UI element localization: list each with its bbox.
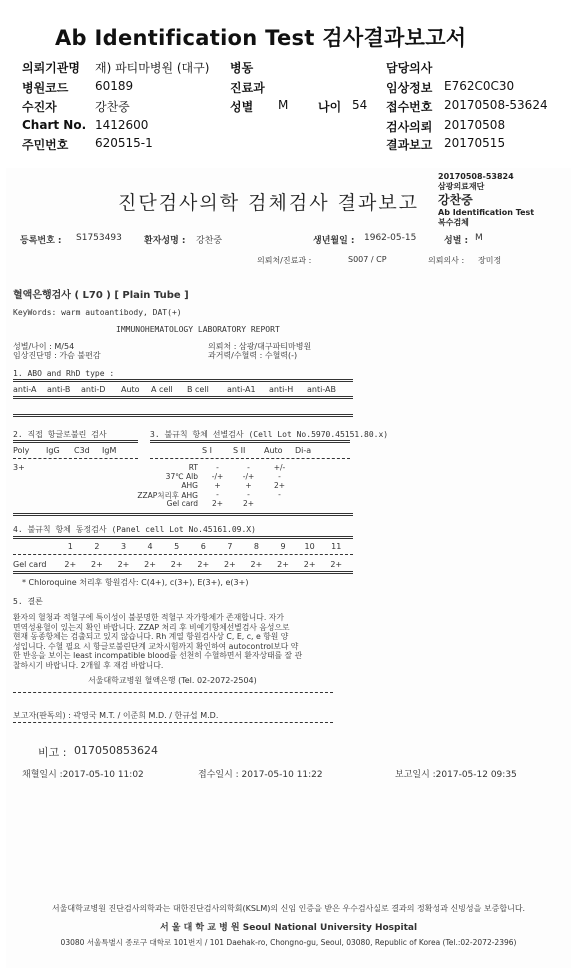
header-value-request-date: 20170508 [444,118,506,132]
page-title: Ab Identification Test 검사결과보고서 [55,26,467,50]
screen-row-value: - [278,490,281,499]
screen-header-cell: Auto [264,446,283,455]
history: 과거력/수혈력 : 수혈력(-) [208,351,298,360]
panel-cell-number: 9 [280,542,286,551]
doctor-value: 장미정 [478,256,502,265]
panel-cell-number: 11 [331,542,342,551]
screen-row-value: + [214,481,221,490]
header-value-resident-no: 620515-1 [95,136,153,150]
report-sex-label: 성별 : [444,236,469,246]
conclusion-line: 성입니다. 수혈 필요 시 항글로불린단계 교차시험까지 확인하여 autocontrol보다 약 [13,641,299,651]
header-label-report-date: 결과보고 [386,138,433,152]
chloroquine-note: * Chloroquine 처리후 항원검사: C(4+), c(3+), E(3+), e(3+) [22,578,249,587]
reg-label: 등록번호 : [20,236,62,246]
abo-header-cell: A cell [151,385,173,394]
footer-hospital: 서 울 대 학 교 병 원 Seoul National University Hospital [159,923,418,933]
screen-row [118,463,326,472]
panel-cell-number: 7 [227,542,233,551]
screen-row-value [295,481,326,490]
screen-row-value: - [216,490,219,499]
dob-label: 생년월일 : [313,236,355,246]
divider [13,379,353,382]
screen-header-cell: Di-a [295,446,312,455]
screen-row-value [295,472,326,481]
header-value-hospital-code: 60189 [95,79,134,93]
dat-header-cell: C3d [74,446,90,455]
header-value-age: 54 [352,98,368,112]
panel-value: 2+ [277,560,289,569]
divider [13,554,353,555]
abo-header-row [13,385,347,394]
panel-value: 2+ [330,560,343,569]
screen-row-value: - [247,490,250,499]
screen-row-label: 37℃ Alb [165,472,198,481]
panel-cell-number: 8 [253,542,259,551]
panel-cell-number: 10 [304,542,315,551]
panel-cell-number: 1 [67,542,73,551]
header-value-patient: 강찬중 [95,100,130,114]
panel-value: 2+ [197,560,210,569]
dat-header-cell: IgG [46,446,60,455]
dat-header-cell: Poly [13,446,30,455]
screen-row [118,472,326,481]
panel-value: 2+ [144,560,156,569]
spacer [150,446,202,455]
header-label-doctor: 담당의사 [386,61,433,75]
abo-header-cell: anti-A1 [227,385,256,394]
header-label-ward: 병동 [230,61,254,75]
received-time: 접수일시 : 2017-05-10 11:22 [198,770,323,780]
diagnosis: 임상진단명 : 가슴 불편감 [13,351,101,360]
header-label-chart-no: Chart No. [22,118,87,132]
keywords: KeyWords: warm autoantibody, DAT(+) [13,308,182,317]
divider [150,458,350,459]
panel-row-label: Gel card [13,560,47,569]
screen-row-label: ZZAP처리후 AHG [137,491,198,500]
divider [150,440,350,443]
dept-label: 의뢰처/진료과 : [257,256,312,265]
divider [13,722,333,723]
header-value-clinical-info: E762C0C30 [444,79,515,93]
header-label-dept: 진료과 [230,81,265,95]
header-label-age: 나이 [318,100,342,114]
section-dat: 2. 직접 항글로불린 검사 [13,430,107,439]
screen-row-value: -/+ [242,472,255,481]
screen-row-value: - [278,472,281,481]
divider [13,396,353,399]
conclusion-line: 면역성용혈이 있는지 확인 바랍니다. ZZAP 처리 후 비예기항체선별검사 음성으로 [13,622,290,632]
report-sex-value: M [475,233,483,243]
reg-value: S1753493 [76,233,122,243]
report-title: 진단검사의학 검체검사 결과보고 [118,192,420,214]
screen-row-value: 2+ [273,481,286,490]
footer-accreditation: 서울대학교병원 진단검사의학과는 대한진단검사의학회(KSLM)의 신임 인증을 받은 우수검사실로 결과의 정확성과 신빙성을 보증합니다. [51,904,526,913]
header-label-patient: 수진자 [22,100,57,114]
dat-value-row [13,463,132,472]
note-label: 비고 : [38,746,67,759]
header-label-request-date: 검사의뢰 [386,120,433,134]
header-label-clinical-info: 임상정보 [386,81,433,95]
panel-cell-number: 5 [174,542,180,551]
dat-header-cell: IgM [102,446,117,455]
spacer [13,542,57,551]
header-value-sex: M [278,98,289,112]
header-value-institution: 재) 파티마병원 (대구) [95,61,210,75]
abo-header-cell: Auto [121,385,140,394]
header-label-resident-no: 주민번호 [22,138,69,152]
panel-value: 2+ [303,560,316,569]
dat-header-row [13,446,132,455]
footer-address: 03080 서울특별시 종로구 대학로 101번지 / 101 Daehak-ro, Chongno-gu, Seoul, 03080, Republic of Korea (Tel.:02-2072-2396) [60,938,517,947]
dat-value-cell [74,463,102,472]
conclusion-line: 현재 동종항체는 검출되고 있지 않습니다. Rh 계열 항원검사상 C, E, c, e 항원 양 [13,632,289,641]
panel-cell-number: 2 [94,542,100,551]
screen-row-value: -/+ [211,472,224,481]
header-value-report-date: 20170515 [444,136,506,150]
abo-header-cell: anti-D [81,385,106,394]
divider [13,513,353,516]
screen-row-value: - [247,463,250,472]
screen-row-value: 2+ [211,499,224,508]
doctor-label: 의뢰의사 : [428,256,465,265]
abo-header-cell: anti-B [47,385,71,394]
section-screen: 3. 불규칙 항체 선별검사 (Cell Lot No.5970.45151.80.x) [150,430,389,439]
abo-header-cell: B cell [187,385,209,394]
divider [13,571,353,574]
screen-row-value [295,499,326,508]
panel-cell-number: 6 [200,542,206,551]
panel-value: 2+ [170,560,183,569]
header-label-accession: 접수번호 [386,100,433,114]
screen-row-value: 2+ [242,499,255,508]
divider [13,458,138,459]
header-label-sex: 성별 [230,100,254,114]
section-conclusion: 5. 결론 [13,597,43,606]
header-value-accession: 20170508-53624 [444,98,548,112]
report-corner-label: 20170508-53824 삼광의료재단 강찬중 Ab Identification Test 복수검체 [438,172,535,227]
screen-row-value: - [216,463,219,472]
divider [13,440,138,443]
panel-value: 2+ [223,560,236,569]
abo-header-cell: anti-H [269,385,294,394]
divider [13,692,333,693]
panel-value-row [13,560,350,569]
conclusion-line: 한 반응을 보이는 least incompatible blood를 선천히 수혈하면서 환자상태를 잘 관 [13,651,303,660]
conclusion-line: 찰하시기 바랍니다. 2개월 후 재검 바랍니다. [13,660,164,670]
panel-value: 2+ [90,560,103,569]
blood-bank: 서울대학교병원 혈액은행 (Tel. 02-2072-2504) [88,676,257,685]
dat-value-cell: 3+ [13,463,25,472]
conclusion-line: 환자의 혈청과 적혈구에 특이성이 불분명한 적혈구 자가항체가 존재합니다. 자가 [13,613,284,622]
screen-header-cell: S II [233,446,246,455]
screen-row [118,499,326,508]
note-value: 017050853624 [74,744,158,757]
section-abo: 1. ABO and RhD type : [13,369,115,378]
divider [13,536,353,539]
collected-time: 채혈일시 :2017-05-10 11:02 [22,770,144,780]
dob-value: 1962-05-15 [364,233,417,243]
screen-row-value [264,499,295,508]
screen-row-label: Gel card [166,499,198,508]
clinic: 의뢰처 : 삼광/대구파티마병원 [208,342,312,351]
screen-row-value: + [245,481,252,490]
header-value-chart-no: 1412600 [95,118,149,132]
header-label-hospital-code: 병원코드 [22,81,69,95]
screen-row-value: +/- [273,463,286,472]
dept-value: S007 / CP [348,255,387,264]
screen-header-cell: S I [202,446,212,455]
test-name: 혈액은행검사 ( L70 ) [ Plain Tube ] [13,290,189,301]
screen-header-row [150,446,326,455]
reported-time: 보고일시 :2017-05-12 09:35 [395,770,517,780]
abo-header-cell: anti-A [13,385,37,394]
reporter: 보고자(판독의) : 곽영국 M.T. / 이준희 M.D. / 한규섭 M.D. [13,711,219,720]
panel-value: 2+ [250,560,263,569]
patient-value: 강찬중 [196,236,223,246]
abo-header-cell: anti-AB [307,385,337,394]
panel-cell-number: 3 [120,542,127,551]
screen-row [118,481,326,490]
screen-row-label: AHG [181,481,198,490]
header-label-institution: 의뢰기관명 [22,61,80,75]
patient-label: 환자성명 : [144,236,186,246]
section-panel: 4. 불규칙 항체 동정검사 (Panel cell Lot No.45161.09.X) [13,525,256,534]
lab-report-heading: IMMUNOHEMATOLOGY LABORATORY REPORT [116,325,280,334]
panel-value: 2+ [117,560,130,569]
panel-cell-row [13,542,350,551]
divider [13,414,353,417]
screen-row-value [295,463,326,472]
panel-cell-number: 4 [147,542,153,551]
screen-row-label: RT [188,463,198,472]
sex-age: 성별/나이 : M/54 [13,342,75,351]
dat-value-cell [46,463,74,472]
panel-value: 2+ [64,560,77,569]
